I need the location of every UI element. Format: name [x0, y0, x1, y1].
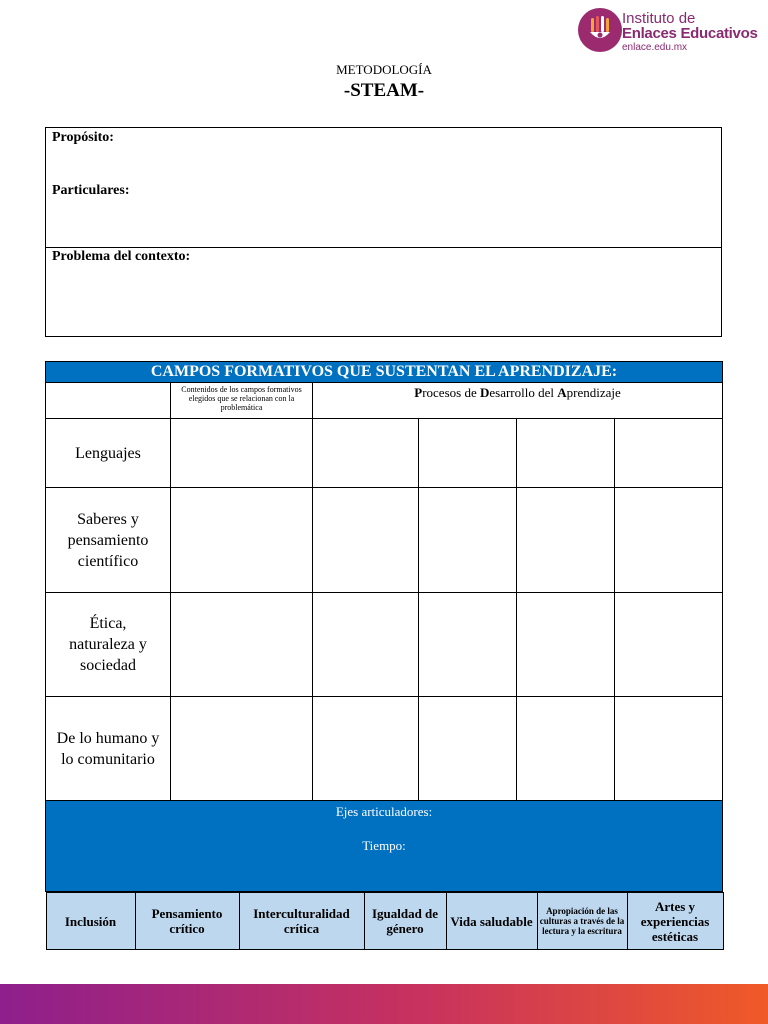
- campos-table: [45, 361, 723, 950]
- ejes-table: [46, 892, 724, 950]
- footer-gradient-bar: [0, 984, 768, 1024]
- input-cell[interactable]: [313, 593, 419, 697]
- proposito-label: Propósito:: [52, 130, 114, 145]
- row-label-etica: Ética, naturaleza y sociedad: [46, 593, 171, 697]
- input-cell[interactable]: [517, 593, 615, 697]
- page-title: -STEAM-: [343, 80, 425, 101]
- axis-pensamiento-critico: Pensamiento crítico: [135, 893, 239, 950]
- input-cell[interactable]: [419, 488, 517, 593]
- input-cell[interactable]: [419, 697, 517, 801]
- input-cell[interactable]: [171, 593, 313, 697]
- ejes-label: Ejes articuladores:: [335, 804, 433, 819]
- input-cell[interactable]: [517, 488, 615, 593]
- input-cell[interactable]: [615, 593, 723, 697]
- input-cell[interactable]: [517, 697, 615, 801]
- input-cell[interactable]: [517, 419, 615, 488]
- input-cell[interactable]: [615, 697, 723, 801]
- table-row: [46, 488, 723, 593]
- problema-label: Problema del contexto:: [52, 249, 191, 264]
- particulares-label: Particulares:: [52, 183, 130, 198]
- input-cell[interactable]: [171, 419, 313, 488]
- tiempo-label: Tiempo:: [362, 838, 406, 853]
- logo-line2: Enlaces Educativos: [622, 25, 758, 42]
- axis-interculturalidad: Interculturalidad crítica: [239, 893, 364, 950]
- logo-url: enlace.edu.mx: [622, 42, 688, 53]
- problema-box[interactable]: [45, 247, 722, 337]
- axis-igualdad-genero: Igualdad de género: [364, 893, 446, 950]
- input-cell[interactable]: [419, 419, 517, 488]
- row-label-lenguajes: Lenguajes: [46, 419, 171, 488]
- pda-header: Procesos de Desarrollo del Aprendizaje: [313, 383, 723, 419]
- table-row: [46, 419, 723, 488]
- input-cell[interactable]: [313, 488, 419, 593]
- input-cell[interactable]: [171, 697, 313, 801]
- input-cell[interactable]: [313, 697, 419, 801]
- logo-line1: Instituto de: [622, 10, 696, 27]
- input-cell[interactable]: [171, 488, 313, 593]
- logo: [578, 8, 768, 54]
- header-empty-cell: [46, 383, 171, 419]
- input-cell[interactable]: [313, 419, 419, 488]
- row-label-saberes: Saberes y pensamiento científico: [46, 488, 171, 593]
- axis-inclusion: Inclusión: [46, 893, 135, 950]
- methodology-label: METODOLOGÍA: [336, 62, 432, 77]
- ejes-section[interactable]: [46, 801, 723, 892]
- table-banner: CAMPOS FORMATIVOS QUE SUSTENTAN EL APRENDIZAJE:: [46, 362, 723, 383]
- input-cell[interactable]: [615, 488, 723, 593]
- row-label-humano: De lo humano y lo comunitario: [46, 697, 171, 801]
- proposito-box[interactable]: [45, 127, 722, 248]
- contenidos-header: Contenidos de los campos formativos elegidos que se relacionan con la problemática: [171, 383, 313, 419]
- table-row: [46, 593, 723, 697]
- axis-apropiacion-culturas: Apropiación de las culturas a través de la lectura y la escritura: [537, 893, 627, 950]
- hand-logo-icon: [578, 8, 622, 52]
- axis-artes: Artes y experiencias estéticas: [627, 893, 723, 950]
- input-cell[interactable]: [419, 593, 517, 697]
- axis-vida-saludable: Vida saludable: [446, 893, 537, 950]
- table-row: [46, 697, 723, 801]
- input-cell[interactable]: [615, 419, 723, 488]
